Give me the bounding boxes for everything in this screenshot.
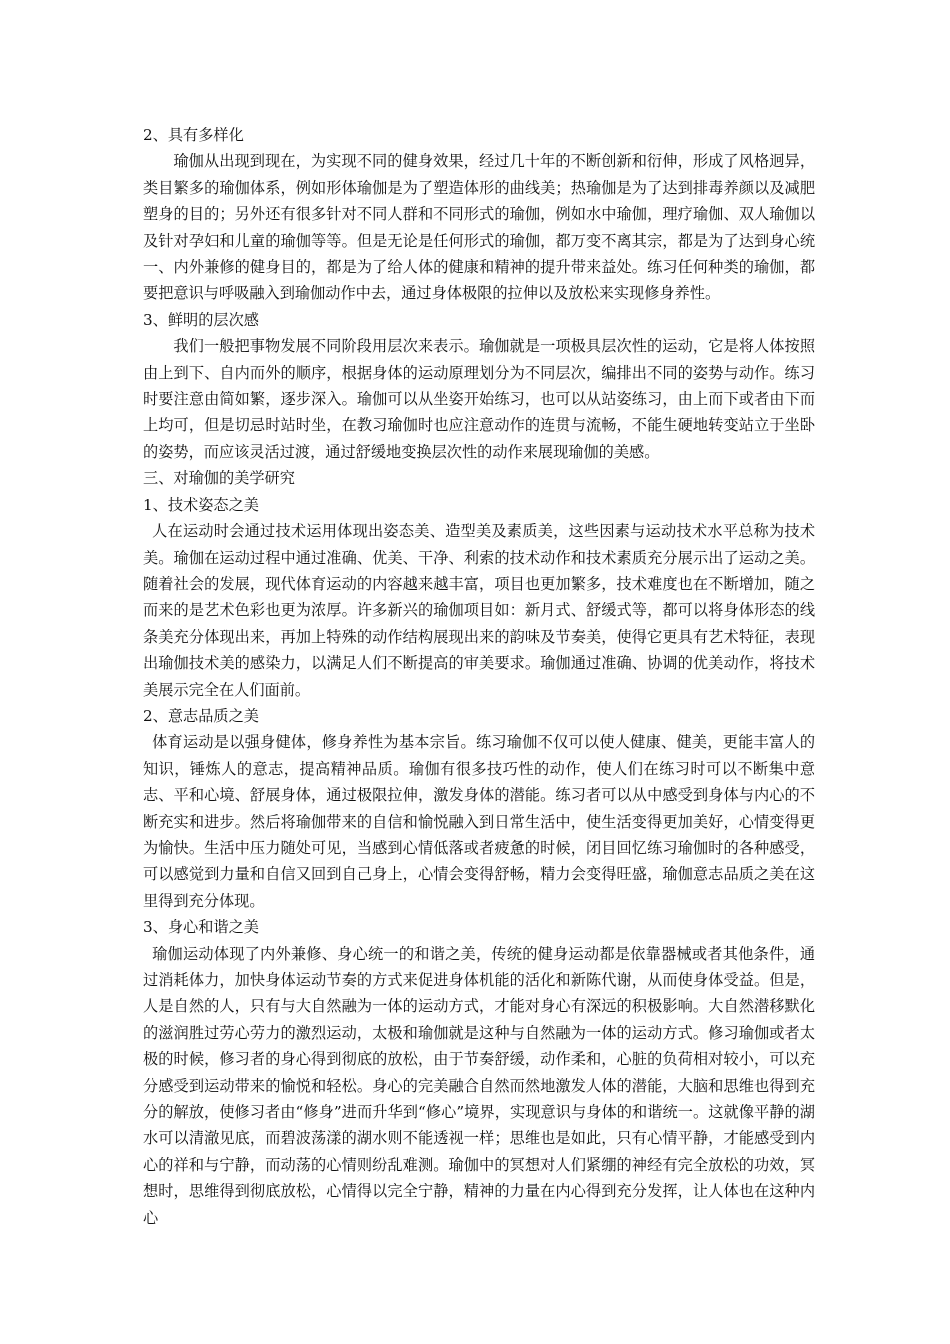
section-heading: 2、意志品质之美 xyxy=(143,706,259,725)
section-heading: 3、身心和谐之美 xyxy=(143,918,259,937)
body-paragraph: 瑜伽从出现到现在，为实现不同的健身效果，经过几十年的不断创新和衍伸，形成了风格迥异，类目繁多的瑜伽体系，例如形体瑜伽是为了塑造体形的曲线美；热瑜伽是为了达到排毒养颜以及减肥塑身的目的；另外还有很多针对不同人群和不同形式的瑜伽，例如水中瑜伽，理疗瑜伽、双人瑜伽以及针对孕妇和儿童的瑜伽等等。但是无论是任何形式的瑜伽，都万变不离其宗，都是为了达到身心统一、内外兼修的健身目的，都是为了给人体的健康和精神的提升带来益处。练习任何种类的瑜伽，都要把意识与呼吸融入到瑜伽动作中去，通过身体极限的拉伸以及放松来实现修身养性。 xyxy=(143,152,815,303)
body-paragraph: 人在运动时会通过技术运用体现出姿态美、造型美及素质美，这些因素与运动技术水平总称为技术美。瑜伽在运动过程中通过准确、优美、干净、利索的技术动作和技术素质充分展示出了运动之美。随着社会的发展，现代体育运动的内容越来越丰富，项目也更加繁多，技术难度也在不断增加，随之而来的是艺术色彩也更为浓厚。许多新兴的瑜伽项目如：新月式、舒缓式等，都可以将身体形态的线条美充分体现出来，再加上特殊的动作结构展现出来的韵味及节奏美，使得它更具有艺术特征，表现出瑜伽技术美的感染力，以满足人们不断提高的审美要求。瑜伽通过准确、协调的优美动作，将技术美展示完全在人们面前。 xyxy=(143,522,815,699)
section-heading: 1、技术姿态之美 xyxy=(143,495,259,514)
section-heading: 2、具有多样化 xyxy=(143,126,244,144)
chapter-heading: 三、对瑜伽的美学研究 xyxy=(143,469,295,488)
body-paragraph: 我们一般把事物发展不同阶段用层次来表示。瑜伽就是一项极具层次性的运动，它是将人体按照由上到下、自内而外的顺序，根据身体的运动原理划分为不同层次，编排出不同的姿势与动作。练习时要注意由简如繁，逐步深入。瑜伽可以从坐姿开始练习，也可以从站姿练习，由上而下或者由下而上均可，但是切忌时站时坐，在教习瑜伽时也应注意动作的连贯与流畅，不能生硬地转变站立于坐卧的姿势，而应该灵活过渡，通过舒缓地变换层次性的动作来展现瑜伽的美感。 xyxy=(143,337,815,461)
section-heading: 3、鲜明的层次感 xyxy=(143,310,259,329)
body-paragraph: 瑜伽运动体现了内外兼修、身心统一的和谐之美，传统的健身运动都是依靠器械或者其他条件，通过消耗体力，加快身体运动节奏的方式来促进身体机能的活化和新陈代谢，从而使身体受益。但是，人是自然的人，只有与大自然融为一体的运动方式，才能对身心有深远的积极影响。大自然潜移默化的滋润胜过劳心劳力的激烈运动，太极和瑜伽就是这种与自然融为一体的运动方式。修习瑜伽或者太极的时候，修习者的身心得到彻底的放松，由于节奏舒缓，动作柔和，心脏的负荷相对较小，可以充分感受到运动带来的愉悦和轻松。身心的完美融合自然而然地激发人体的潜能，大脑和思维也得到充分的解放，使修习者由“修身”进而升华到“修心”境界，实现意识与身体的和谐统一。这就像平静的湖水可以清澈见底，而碧波荡漾的湖水则不能透视一样；思维也是如此，只有心情平静，才能感受到内心的祥和与宁静，而动荡的心情则纷乱难测。瑜伽中的冥想对人们紧绷的神经有完全放松的功效，冥想时，思维得到彻底放松，心情得以完全宁静，精神的力量在内心得到充分发挥，让人体也在这种内心 xyxy=(143,944,815,1227)
document-body xyxy=(143,122,815,1231)
body-paragraph: 体育运动是以强身健体，修身养性为基本宗旨。练习瑜伽不仅可以使人健康、健美，更能丰富人的知识，锤炼人的意志，提高精神品质。瑜伽有很多技巧性的动作，使人们在练习时可以不断集中意志、平和心境、舒展身体，通过极限拉伸，激发身体的潜能。练习者可以从中感受到身体与内心的不断充实和进步。然后将瑜伽带来的自信和愉悦融入到日常生活中，使生活变得更加美好，心情变得更为愉快。生活中压力随处可见，当感到心情低落或者疲惫的时候，闭目回忆练习瑜伽时的各种感受，可以感觉到力量和自信又回到自己身上，心情会变得舒畅，精力会变得旺盛，瑜伽意志品质之美在这里得到充分体现。 xyxy=(143,733,815,910)
